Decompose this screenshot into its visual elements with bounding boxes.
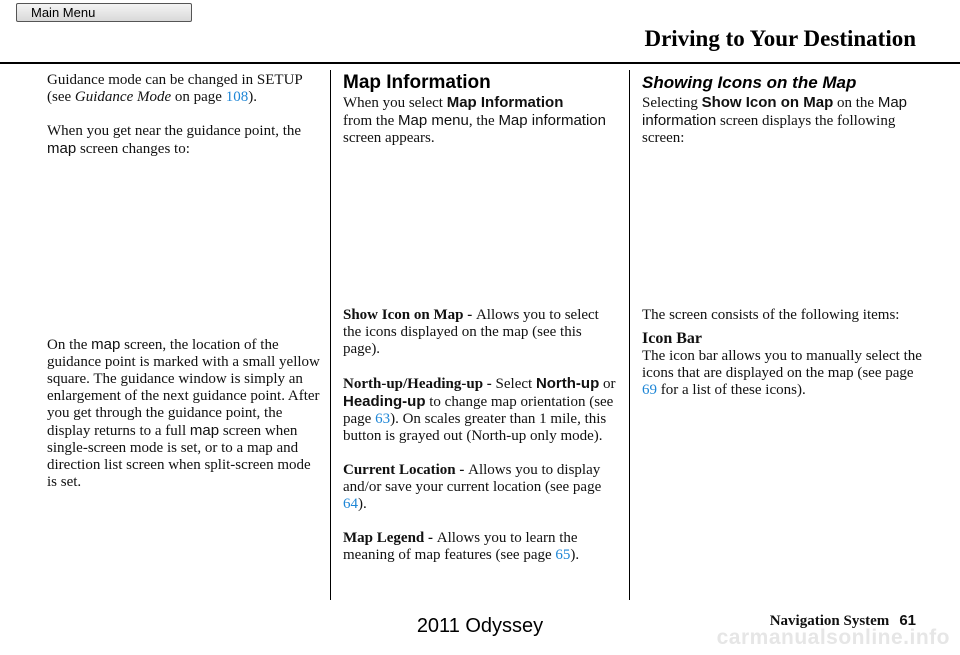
page-link-63[interactable]: 63 bbox=[375, 411, 391, 427]
text: on the bbox=[833, 95, 878, 111]
text: screen displays the following screen: bbox=[642, 113, 896, 146]
text: , the bbox=[468, 113, 499, 129]
text: or bbox=[599, 376, 616, 392]
item-map-legend bbox=[343, 530, 618, 564]
text: ). bbox=[358, 496, 367, 512]
text: screen changes to: bbox=[76, 141, 190, 157]
vehicle-model-label: 2011 Odyssey bbox=[416, 615, 544, 637]
map-term: map bbox=[189, 422, 220, 439]
page-link-69[interactable]: 69 bbox=[642, 382, 657, 398]
text: screen appears. bbox=[343, 130, 435, 146]
text: When you select bbox=[343, 95, 447, 111]
text: to change map orientation (see page bbox=[343, 394, 614, 427]
north-up-term: North-up bbox=[535, 375, 600, 392]
column-divider-2 bbox=[629, 70, 630, 600]
item-term: Show Icon on Map - bbox=[343, 307, 476, 323]
map-information-term: Map information bbox=[498, 112, 606, 129]
text: When you get near the guidance point, the bbox=[47, 123, 302, 139]
paragraph-icon-bar bbox=[642, 348, 922, 399]
map-information-term: Map information bbox=[642, 94, 908, 129]
map-term: map bbox=[47, 140, 77, 157]
guidance-mode-ref: Guidance Mode bbox=[74, 89, 172, 105]
column-middle bbox=[343, 72, 618, 564]
map-menu-term: Map menu bbox=[397, 112, 469, 129]
section-heading-showing-icons: Showing Icons on the Map bbox=[642, 73, 857, 92]
paragraph-map-screen bbox=[47, 336, 322, 491]
subheading-icon-bar: Icon Bar bbox=[642, 330, 702, 347]
paragraph-near-guidance-point bbox=[47, 123, 322, 158]
page-link-108[interactable]: 108 bbox=[225, 89, 249, 105]
paragraph-guidance-mode bbox=[47, 72, 322, 106]
text: On the bbox=[47, 337, 92, 353]
paragraph-screen-items: The screen consists of the following items: bbox=[642, 307, 900, 323]
text: Selecting bbox=[642, 95, 702, 111]
map-information-term: Map Information bbox=[446, 94, 564, 111]
item-term: North-up/Heading-up - bbox=[343, 376, 496, 392]
text: screen, the location of the guidance point is marked with a small yellow square. The guidance window is simply an enlargement of the next guidance point. After you get through the guidance point, the display returns to a full bbox=[47, 337, 320, 439]
title-divider bbox=[0, 62, 960, 64]
footer-section-name: Navigation System bbox=[769, 613, 890, 629]
main-menu-button[interactable]: Main Menu bbox=[16, 3, 192, 22]
text: for a list of these icons). bbox=[657, 382, 806, 398]
text: Select bbox=[495, 376, 536, 392]
text: from the bbox=[343, 113, 398, 129]
column-left bbox=[47, 72, 322, 491]
page-title: Driving to Your Destination bbox=[644, 26, 916, 51]
text: screen when single-screen mode is set, or to a map and direction list screen when split-screen mode is set. bbox=[47, 423, 311, 490]
heading-up-term: Heading-up bbox=[343, 393, 426, 410]
item-term: Current Location - bbox=[343, 462, 469, 478]
page-link-64[interactable]: 64 bbox=[343, 496, 358, 512]
paragraph-show-icon-intro bbox=[642, 94, 922, 147]
item-current-location bbox=[343, 462, 618, 513]
item-show-icon-on-map bbox=[343, 307, 618, 358]
column-right bbox=[642, 72, 922, 399]
paragraph-map-info-intro bbox=[343, 94, 618, 147]
text: ). bbox=[248, 89, 257, 105]
text: ). bbox=[570, 547, 580, 563]
page-number: 61 bbox=[899, 612, 916, 629]
text: The icon bar allows you to manually select the icons that are displayed on the map (see page bbox=[642, 348, 922, 381]
map-term: map bbox=[91, 336, 121, 353]
text: ). On scales greater than 1 mile, this button is grayed out (North-up only mode). bbox=[343, 411, 607, 444]
column-divider-1 bbox=[330, 70, 331, 600]
section-heading-map-information: Map Information bbox=[343, 72, 491, 93]
text: on page bbox=[171, 89, 226, 105]
show-icon-on-map-term: Show Icon on Map bbox=[701, 94, 834, 111]
text: Guidance mode can be changed in SETUP (see bbox=[47, 72, 303, 105]
item-description: Allows you to select the icons displayed on the map (see this page). bbox=[343, 307, 599, 357]
item-term: Map Legend - bbox=[343, 530, 437, 546]
text: Allows you to display and/or save your current location (see page bbox=[343, 462, 602, 495]
text: Allows you to learn the meaning of map features (see page bbox=[343, 530, 578, 563]
page-link-65[interactable]: 65 bbox=[555, 547, 571, 563]
item-north-up-heading-up bbox=[343, 375, 618, 445]
watermark: carmanualsonline.info bbox=[716, 626, 950, 649]
